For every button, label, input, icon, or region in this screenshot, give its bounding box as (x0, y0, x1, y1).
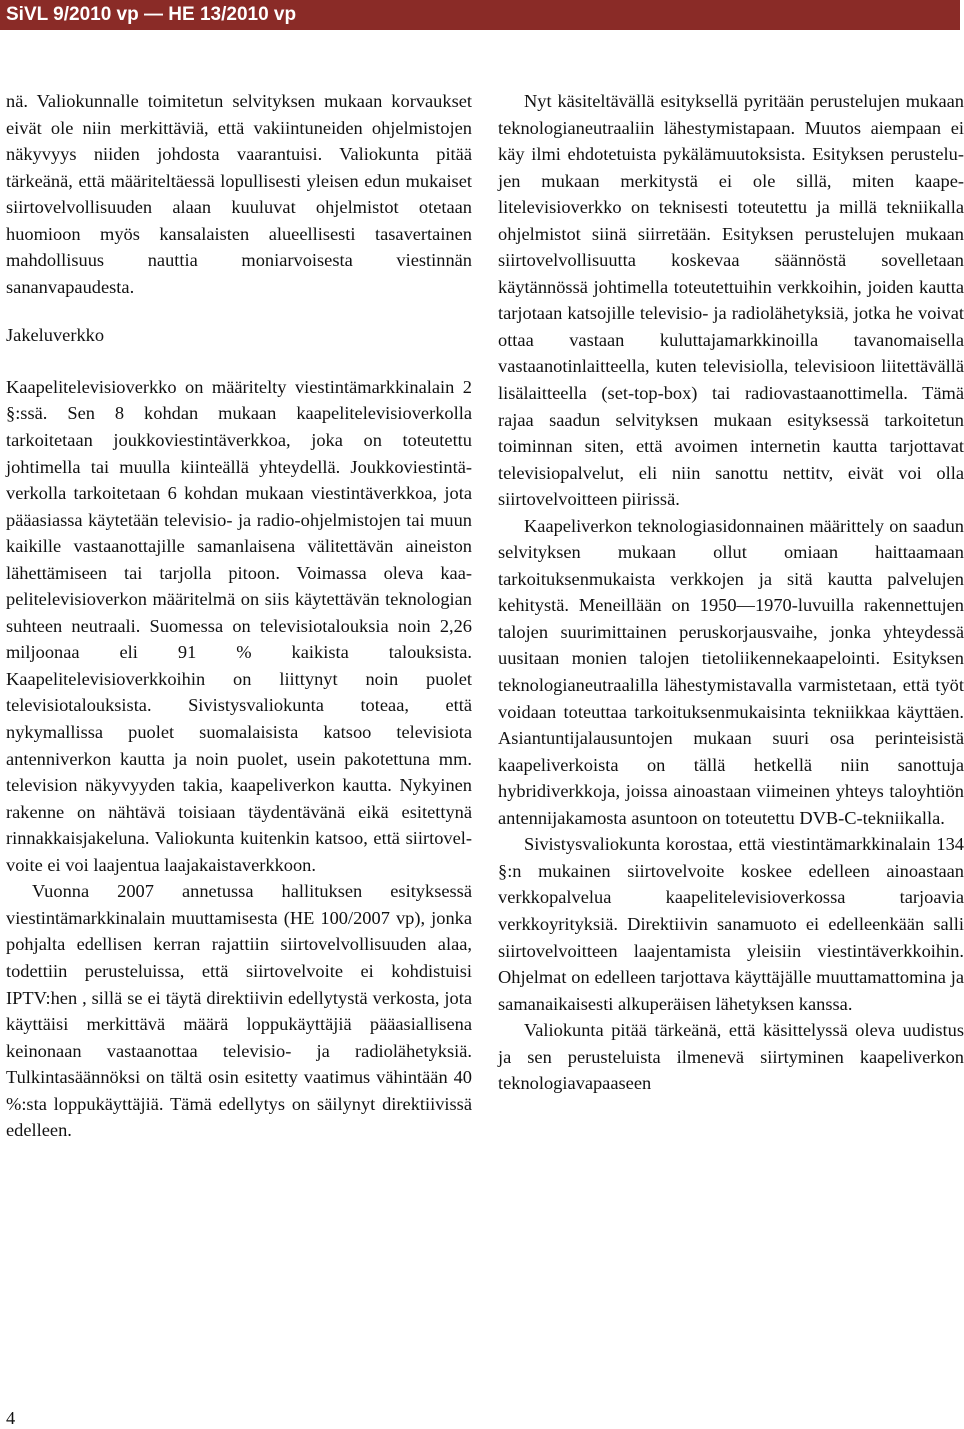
left-paragraph-3: Vuonna 2007 annetussa hallituksen esityksessä viestintämarkkinalain muuttamisesta (HE 100/2007 vp), jonka pohjalta edellisen kerran rajattiin siirtovelvollisuuden alaa, todettiin perusteluissa, että siirtovelvoite ei kohdistuisi IPTV:hen , sillä se ei täytä direktiivin edellytystä verkosta, jota käyttäisi merkittävä määrä loppukäyttäjiä pääasiallisena keinonaan vastaanottaa televisio- ja radiolähetyksiä. Tulkintasäännöksi on tältä osin esitetty vaatimus vähintään 40 %:sta loppukäyttäjiä. Tämä edellytys on säilynyt direktiivissä edelleen. (6, 881, 472, 1141)
document-reference-title: SiVL 9/2010 vp — HE 13/2010 vp (6, 4, 297, 25)
page-number: 4 (6, 1408, 16, 1428)
left-text-column (6, 88, 472, 1144)
right-text-column (498, 88, 964, 1097)
section-heading-jakeluverkko: Jakeluverkko (6, 325, 105, 346)
right-paragraph-2: Kaapeliverkon teknologiasidonnainen määrittely on saadun selvityksen mukaan ollut omiaan haittaamaan tarkoituksenmukaista verkkojen ja sitä kautta palvelujen kehitystä. Meneillään on 1950—1970-luvuilla rakennettujen talojen suurimittainen peruskorjausvaihe, jonka yhteydessä uusitaan monien talojen tietoliikennekaapelointi. Esityksen teknologianeutraalilla lähestymistavalla varmistetaan, että työt voidaan toteuttaa tarkoituksenmukaisinta tekniikkaa käyttäen. Asiantuntijalausuntojen mukaan suuri osa perinteisistä kaapeliverkoista on tällä hetkellä niin sanottuja hybridiverkkoja, joissa ainoastaan viimeinen yhteys taloyhtiön antennijakamosta asuntoon on toteutettu DVB-C-tekniikalla. (498, 515, 964, 828)
right-paragraph-1: Nyt käsiteltävällä esityksellä pyritään perustelujen mukaan teknologianeutraaliin lähestymistapaan. Muutos aiempaan ei käy ilmi ehdotetuista pykälämuutoksista. Esityksen perustelujen mukaan merkitystä ei ole sillä, miten kaapelitelevisioverkko on teknisesti toteutettu ja millä tekniikalla ohjelmistot siinä siirretään. Esityksen perustelujen mukaan siirtovelvollisuutta koskevaa säännöstä sovelletaan käytännössä johtimella toteutettuihin verkkoihin, joiden kautta tarjotaan katsojille televisio- ja radiolähetyksiä, jotka he voivat ottaa vastaan kuluttajamarkkinoilla tavanomaisella vastaanotinlaitteella, kuten televisiolla, televisioon liitettävällä lisälaitteella (set-top-box) tai radiovastaanottimella. Tämä rajaa saadun selvityksen mukaan esityksessä tarkoitetun toiminnan siten, että avoimen internetin kautta tarjottavat televisiopalvelut, eli niin sanottu nettitv, eivät voi olla siirtovelvoitteen piirissä. (498, 91, 964, 510)
right-paragraph-3: Sivistysvaliokunta korostaa, että viestintämarkkinalain 134 §:n mukainen siirtovelvoite koskee edelleen ainoastaan verkkopalvelua kaapelitelevisioverkossa tarjoavia verkkoyrityksiä. Direktiivin sanamuoto ei edelleenkään salli siirtovelvoitteen laajentamista yleisiin viestintäverkkoihin. Ohjelmat on edelleen tarjottava käyttäjälle muuttamattomina ja samanaikaisesti alkuperäisen lähetyksen kanssa. (498, 834, 964, 1014)
document-header (0, 0, 960, 30)
left-paragraph-1: nä. Valiokunnalle toimitetun selvityksen mukaan korvaukset eivät ole niin merkittäviä, että vakiintuneiden ohjelmistojen näkyvyys niiden johdosta vaarantuisi. Valiokunta pitää tärkeänä, että määriteltäessä lopullisesti yleisen edun mukaiset siirtovelvollisuuden alaan kuuluvat ohjelmistot otetaan huomioon myös kansalaisten alueellisesti tasavertainen mahdollisuus nauttia moniarvoisesta viestinnän sananvapaudesta. (6, 91, 472, 297)
right-paragraph-4: Valiokunta pitää tärkeänä, että käsittelyssä oleva uudistus ja sen perusteluista ilmenevä siirtyminen kaapeliverkon teknologiavapaaseen (498, 1020, 964, 1094)
left-paragraph-2: Kaapelitelevisioverkko on määritelty viestintämarkkinalain 2 §:ssä. Sen 8 kohdan mukaan kaapelitelevisioverkolla tarkoitetaan joukkoviestintäverkkoa, joka on toteutettu johtimella tai muulla kiinteällä yhteydellä. Joukkoviestintäverkolla tarkoitetaan 6 kohdan mukaan viestintäverkkoa, jota pääasiassa käytetään televisio- ja radio-ohjelmistojen tai muun kaikille vastaanottajille samanlaisena välitettävän aineiston lähettämiseen tai tarjolla pitoon. Voimassa oleva kaapelitelevisioverkon määritelmä on siis käytettävän teknologian suhteen neutraali. Suomessa on televisiotalouksia noin 2,26 miljoonaa eli 91 % kaikista talouksista. Kaapelitelevisioverkkoihin on liittynyt noin puolet televisiotalouksista. Sivistysvaliokunta toteaa, että nykymallissa puolet suomalaisista katsoo televisiota antenniverkon kautta ja noin puolet, usein pakotettuna mm. television näkyvyyden takia, kaapeliverkon kautta. Nykyinen rakenne on nähtävä toisiaan täydentävänä eikä esitettynä rinnakkaisjakeluna. Valiokunta kuitenkin katsoo, että siirtovelvoite ei voi laajentua laajakaistaverkkoon. (6, 376, 472, 875)
